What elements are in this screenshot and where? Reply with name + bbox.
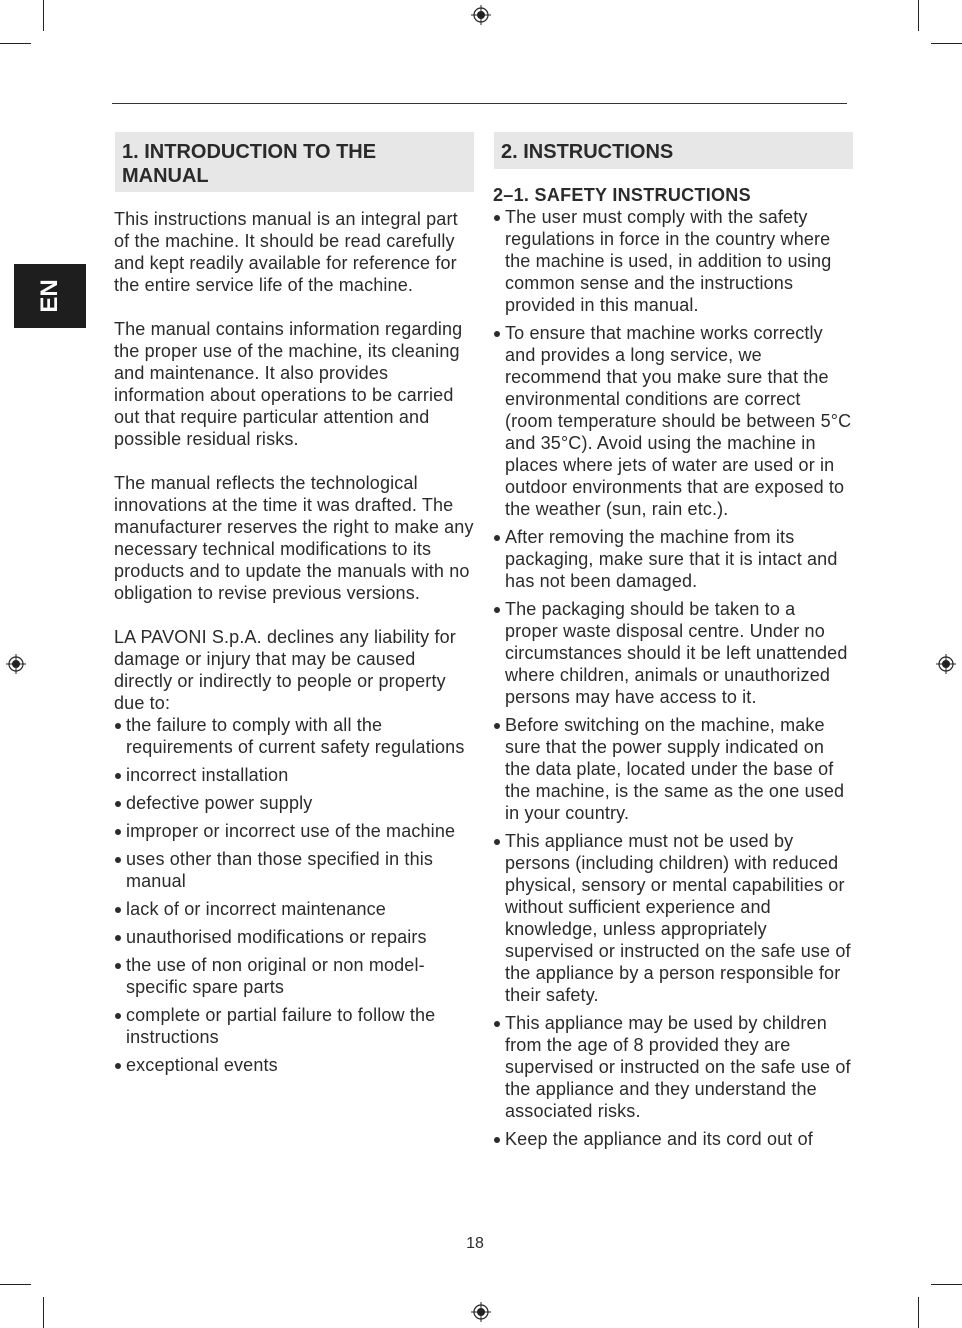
list-item: lack of or incorrect maintenance (114, 898, 474, 920)
paragraph: The manual reflects the technological innovations at the time it was drafted. The manufacturer reserves the right to make any necessary technical modifications to its products and to update the manuals with no obligation to revise previous versions. (114, 473, 474, 603)
list-item: After removing the machine from its packaging, make sure that it is intact and has not been damaged. (493, 526, 853, 592)
list-item: the failure to comply with all the requirements of current safety regulations (114, 714, 474, 758)
language-label: EN (36, 279, 63, 313)
registration-mark-icon (471, 5, 491, 25)
safety-list (493, 206, 853, 1150)
list-item: This appliance may be used by children from the age of 8 provided they are supervised or instructed on the safe use of the appliance and they understand the associated risks. (493, 1012, 853, 1122)
list-item: unauthorised modifications or repairs (114, 926, 474, 948)
crop-mark (931, 1284, 962, 1285)
crop-mark (918, 1297, 919, 1328)
crop-mark (0, 43, 31, 44)
introduction-section (114, 132, 474, 1082)
section-heading: 2. INSTRUCTIONS (494, 132, 853, 169)
crop-mark (43, 1297, 44, 1328)
list-item: This appliance must not be used by persons (including children) with reduced physical, sensory or mental capabilities or without sufficient experience and knowledge, unless appropriately supervised or instructed on the safe use of the appliance by a person responsible for their safety. (493, 830, 853, 1006)
paragraph: LA PAVONI S.p.A. declines any liability for damage or injury that may be caused directly or indirectly to people or property due to: (114, 627, 456, 713)
crop-mark (43, 0, 44, 31)
list-item: Before switching on the machine, make sure that the power supply indicated on the data plate, located under the base of the machine, is the same as the one used in your country. (493, 714, 853, 824)
list-item: The user must comply with the safety regulations in force in the country where the machine is used, in addition to using common sense and the instructions provided in this manual. (493, 206, 853, 316)
subsection-heading: 2–1. SAFETY INSTRUCTIONS (493, 185, 751, 205)
list-item: defective power supply (114, 792, 474, 814)
crop-mark (918, 0, 919, 31)
list-item: Keep the appliance and its cord out of (493, 1128, 853, 1150)
list-item: exceptional events (114, 1054, 474, 1076)
page-number: 18 (466, 1235, 484, 1252)
crop-mark (931, 43, 962, 44)
paragraph: This instructions manual is an integral part of the machine. It should be read carefully and kept readily available for reference for the entire service life of the machine. (114, 209, 458, 295)
paragraph: The manual contains information regarding the proper use of the machine, its cleaning and maintenance. It also provides information about operations to be carried out that require particular attention and possible residual risks. (114, 319, 463, 449)
list-item: The packaging should be taken to a proper waste disposal centre. Under no circumstances should it be left unattended where children, animals or unauthorized persons may have access to it. (493, 598, 853, 708)
list-item: incorrect installation (114, 764, 474, 786)
instructions-section (493, 132, 853, 1156)
list-item: To ensure that machine works correctly and provides a long service, we recommend that you make sure that the environmental conditions are correct (room temperature should be between 5°C and 35°C). Avoid using the machine in places where jets of water are used or in outdoor environments that are exposed to the weather (sun, rain etc.). (493, 322, 853, 520)
registration-mark-icon (6, 654, 26, 674)
language-tab (14, 264, 86, 328)
registration-mark-icon (936, 654, 956, 674)
crop-mark (0, 1284, 31, 1285)
header-rule (112, 103, 847, 104)
list-item: the use of non original or non model-specific spare parts (114, 954, 474, 998)
liability-list (114, 714, 474, 1076)
section-heading: 1. INTRODUCTION TO THE MANUAL (115, 132, 474, 192)
list-item: uses other than those specified in this manual (114, 848, 474, 892)
list-item: complete or partial failure to follow the instructions (114, 1004, 474, 1048)
registration-mark-icon (471, 1302, 491, 1322)
list-item: improper or incorrect use of the machine (114, 820, 474, 842)
